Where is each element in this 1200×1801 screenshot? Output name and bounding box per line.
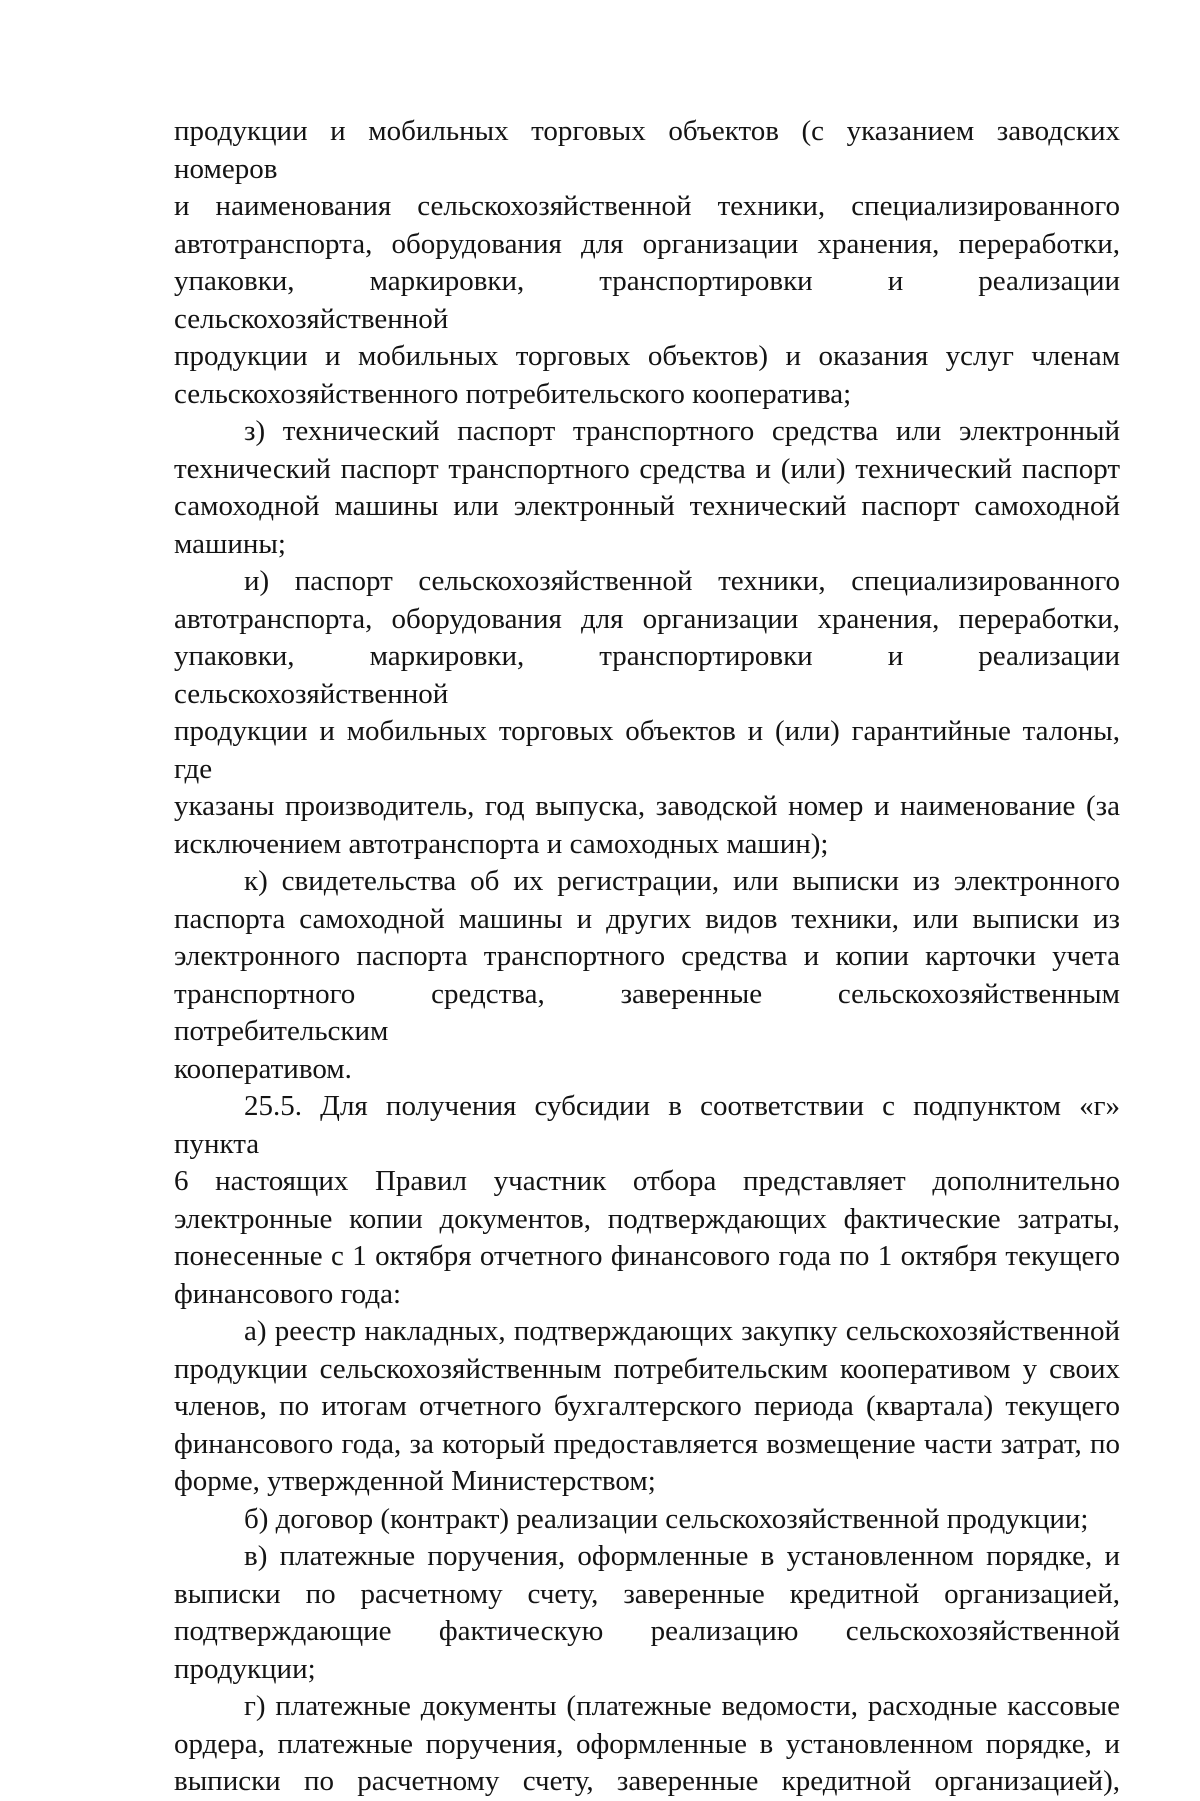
document-paragraph — [174, 113, 1120, 413]
text-line: понесенные с 1 октября отчетного финансового года по 1 октября текущего — [174, 1240, 1120, 1272]
text-line: продукции; — [174, 1652, 316, 1685]
document-body — [174, 113, 1120, 1801]
text-line: ордера, платежные поручения, оформленные в установленном порядке, и — [174, 1727, 1120, 1760]
text-line: упаковки, маркировки, транспортировки и реализации сельскохозяйственной — [174, 265, 1120, 335]
document-paragraph — [174, 1088, 1120, 1313]
text-line: машины; — [174, 527, 286, 560]
text-line: подтверждающие фактическую реализацию сельскохозяйственной — [174, 1615, 1120, 1647]
text-line: автотранспорта, оборудования для организации хранения, переработки, — [174, 602, 1120, 635]
text-line: кооперативом. — [174, 1052, 352, 1085]
text-line: 25.5. Для получения субсидии в соответствии с подпунктом «г» пункта — [174, 1090, 1120, 1160]
document-paragraph — [174, 413, 1120, 563]
text-line: и наименования сельскохозяйственной техники, специализированного — [174, 190, 1120, 222]
text-line: электронные копии документов, подтверждающих фактические затраты, — [174, 1202, 1120, 1235]
document-paragraph — [174, 863, 1120, 1088]
document-paragraph — [174, 1538, 1120, 1688]
text-line: указаны производитель, год выпуска, заводской номер и наименование (за — [174, 790, 1120, 822]
text-line: финансового года: — [174, 1277, 402, 1310]
text-line: 6 настоящих Правил участник отбора представляет дополнительно — [174, 1165, 1120, 1197]
text-line: выписки по расчетному счету, заверенные кредитной организацией, — [174, 1577, 1120, 1610]
document-paragraph — [174, 1313, 1120, 1501]
text-line: паспорта самоходной машины и других видов техники, или выписки из — [174, 902, 1120, 935]
text-line: продукции и мобильных торговых объектов и (или) гарантийные талоны, где — [174, 715, 1120, 785]
text-line: продукции и мобильных торговых объектов (с указанием заводских номеров — [174, 115, 1120, 185]
text-line: самоходной машины или электронный технический паспорт самоходной — [174, 490, 1120, 522]
text-line: продукции сельскохозяйственным потребительским кооперативом у своих — [174, 1352, 1120, 1385]
text-line: продукции и мобильных торговых объектов) и оказания услуг членам — [174, 340, 1120, 372]
document-paragraph — [174, 1688, 1120, 1801]
text-line: к) свидетельства об их регистрации, или выписки из электронного — [244, 865, 1120, 897]
text-line: б) договор (контракт) реализации сельскохозяйственной продукции; — [244, 1502, 1089, 1535]
text-line: выписки по расчетному счету, заверенные кредитной организацией), — [174, 1765, 1120, 1797]
text-line: з) технический паспорт транспортного средства или электронный — [244, 415, 1120, 447]
text-line: финансового года, за который предоставляется возмещение части затрат, по — [174, 1427, 1120, 1460]
text-line: и) паспорт сельскохозяйственной техники, специализированного — [244, 565, 1120, 597]
text-line: исключением автотранспорта и самоходных машин); — [174, 827, 829, 860]
text-line: г) платежные документы (платежные ведомости, расходные кассовые — [244, 1690, 1120, 1722]
text-line: упаковки, маркировки, транспортировки и реализации сельскохозяйственной — [174, 640, 1120, 710]
text-line: технический паспорт транспортного средства и (или) технический паспорт — [174, 452, 1120, 485]
document-paragraph — [174, 1501, 1120, 1539]
text-line: автотранспорта, оборудования для организации хранения, переработки, — [174, 227, 1120, 260]
text-line: членов, по итогам отчетного бухгалтерского периода (квартала) текущего — [174, 1390, 1120, 1422]
text-line: транспортного средства, заверенные сельскохозяйственным потребительским — [174, 977, 1120, 1047]
document-paragraph — [174, 563, 1120, 863]
text-line: сельскохозяйственного потребительского кооператива; — [174, 377, 852, 410]
text-line: в) платежные поручения, оформленные в установленном порядке, и — [244, 1540, 1120, 1572]
text-line: форме, утвержденной Министерством; — [174, 1465, 656, 1497]
text-line: электронного паспорта транспортного средства и копии карточки учета — [174, 940, 1120, 972]
text-line: а) реестр накладных, подтверждающих закупку сельскохозяйственной — [244, 1315, 1120, 1347]
